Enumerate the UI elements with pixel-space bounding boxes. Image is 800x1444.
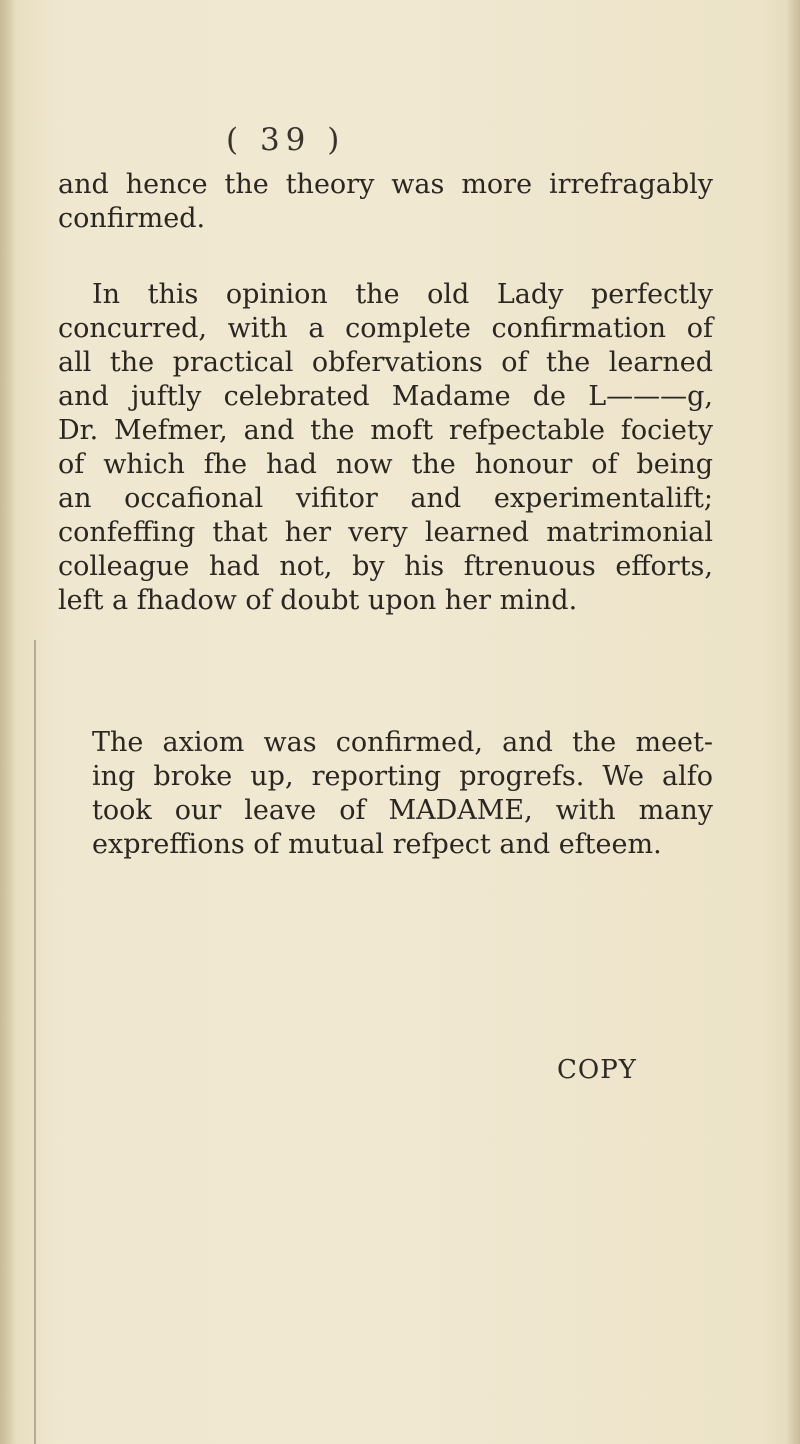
- text-line: concurred, with a complete confirmation of: [58, 313, 713, 344]
- paragraph-2: [58, 278, 713, 618]
- text-line: and hence the theory was more irrefragably: [58, 169, 713, 200]
- page-right-edge: [786, 0, 800, 1444]
- text-line: and juftly celebrated Madame de L———g,: [58, 381, 713, 412]
- text-line: an occafional vifitor and experimentalift;: [58, 483, 713, 514]
- text-line: confirmed.: [58, 203, 206, 234]
- text-line: expreffions of mutual refpect and efteem.: [92, 829, 662, 860]
- binding-shadow: [34, 640, 36, 1444]
- catchword: COPY: [557, 1055, 637, 1085]
- text-line: The axiom was confirmed, and the meet-: [92, 727, 713, 758]
- text-line: colleague had not, by his ftrenuous efforts,: [58, 551, 713, 582]
- text-line: In this opinion the old Lady perfectly: [92, 279, 713, 310]
- text-line: Dr. Mefmer, and the moft refpectable fociety: [58, 415, 713, 446]
- text-line: all the practical obfervations of the learned: [58, 347, 713, 378]
- text-line: left a fhadow of doubt upon her mind.: [58, 585, 578, 616]
- page-left-edge: [0, 0, 14, 1444]
- text-line: of which fhe had now the honour of being: [58, 449, 713, 480]
- paragraph-3: [58, 726, 713, 862]
- text-line: confeffing that her very learned matrimonial: [58, 517, 713, 548]
- page-number: ( 39 ): [226, 122, 346, 158]
- text-line: ing broke up, reporting progrefs. We alfo: [92, 761, 713, 792]
- paragraph-1: [58, 168, 713, 236]
- text-line: took our leave of MADAME, with many: [92, 795, 713, 826]
